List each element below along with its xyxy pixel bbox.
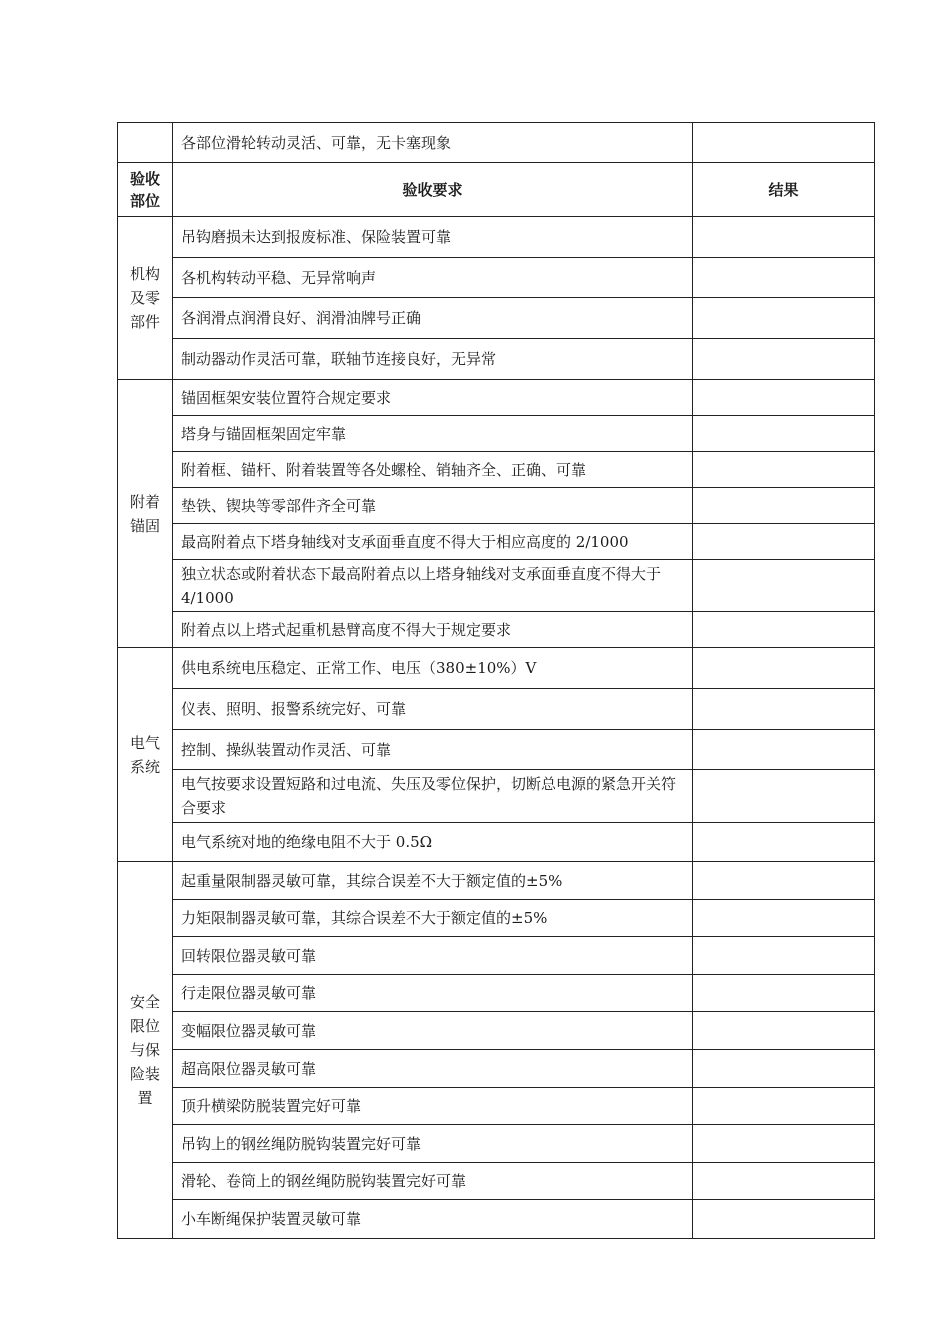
header-requirement: 验收要求 (173, 163, 693, 217)
table-row (118, 937, 875, 975)
table-row (118, 1088, 875, 1125)
requirement-cell: 锚固框架安装位置符合规定要求 (173, 380, 693, 416)
section-name: 附着 锚固 (118, 380, 173, 648)
requirement-cell: 电气按要求设置短路和过电流、失压及零位保护，切断总电源的紧急开关符合要求 (173, 770, 693, 823)
result-cell[interactable] (693, 770, 875, 823)
result-cell[interactable] (693, 560, 875, 612)
table-row (118, 1163, 875, 1200)
table-row (118, 524, 875, 560)
result-cell[interactable] (693, 1088, 875, 1125)
result-cell[interactable] (693, 937, 875, 975)
requirement-cell: 起重量限制器灵敏可靠，其综合误差不大于额定值的±5% (173, 862, 693, 900)
requirement-cell: 各部位滑轮转动灵活、可靠，无卡塞现象 (173, 123, 693, 163)
requirement-cell: 仪表、照明、报警系统完好、可靠 (173, 689, 693, 730)
table-row (118, 770, 875, 823)
section-name: 安全 限位 与保 险装 置 (118, 862, 173, 1239)
requirement-cell: 各润滑点润滑良好、润滑油牌号正确 (173, 298, 693, 339)
requirement-cell: 电气系统对地的绝缘电阻不大于 0.5Ω (173, 823, 693, 862)
result-cell[interactable] (693, 1012, 875, 1050)
table-row (118, 689, 875, 730)
requirement-cell: 塔身与锚固框架固定牢靠 (173, 416, 693, 452)
table-row (118, 1050, 875, 1088)
result-cell[interactable] (693, 298, 875, 339)
result-cell[interactable] (693, 1125, 875, 1163)
result-cell[interactable] (693, 524, 875, 560)
requirement-cell: 各机构转动平稳、无异常响声 (173, 258, 693, 298)
result-cell[interactable] (693, 123, 875, 163)
result-cell[interactable] (693, 380, 875, 416)
result-cell[interactable] (693, 648, 875, 689)
requirement-cell: 吊钩上的钢丝绳防脱钩装置完好可靠 (173, 1125, 693, 1163)
section-cell (118, 123, 173, 163)
table-row (118, 560, 875, 612)
requirement-cell: 吊钩磨损未达到报废标准、保险装置可靠 (173, 217, 693, 258)
result-cell[interactable] (693, 217, 875, 258)
requirement-cell: 超高限位器灵敏可靠 (173, 1050, 693, 1088)
requirement-cell: 小车断绳保护装置灵敏可靠 (173, 1200, 693, 1239)
result-cell[interactable] (693, 730, 875, 770)
acceptance-table (117, 122, 875, 1239)
requirement-cell: 顶升横梁防脱装置完好可靠 (173, 1088, 693, 1125)
requirement-cell: 供电系统电压稳定、正常工作、电压（380±10%）V (173, 648, 693, 689)
table-row (118, 823, 875, 862)
table-row (118, 862, 875, 900)
requirement-cell: 力矩限制器灵敏可靠，其综合误差不大于额定值的±5% (173, 900, 693, 937)
table-row (118, 612, 875, 648)
table-row (118, 452, 875, 488)
table-row (118, 975, 875, 1012)
table-row (118, 648, 875, 689)
result-cell[interactable] (693, 900, 875, 937)
table-row (118, 1012, 875, 1050)
requirement-cell: 控制、操纵装置动作灵活、可靠 (173, 730, 693, 770)
result-cell[interactable] (693, 862, 875, 900)
result-cell[interactable] (693, 1050, 875, 1088)
requirement-cell: 制动器动作灵活可靠，联轴节连接良好，无异常 (173, 339, 693, 380)
table-row (118, 298, 875, 339)
section-name: 电气 系统 (118, 648, 173, 862)
result-cell[interactable] (693, 612, 875, 648)
result-cell[interactable] (693, 823, 875, 862)
header-part: 验收 部位 (118, 163, 173, 217)
table-row (118, 730, 875, 770)
table-row (118, 416, 875, 452)
requirement-cell: 回转限位器灵敏可靠 (173, 937, 693, 975)
result-cell[interactable] (693, 416, 875, 452)
result-cell[interactable] (693, 339, 875, 380)
header-result: 结果 (693, 163, 875, 217)
result-cell[interactable] (693, 1163, 875, 1200)
table-row (118, 1200, 875, 1239)
table-row (118, 1125, 875, 1163)
table-row (118, 380, 875, 416)
table-row (118, 258, 875, 298)
requirement-cell: 独立状态或附着状态下最高附着点以上塔身轴线对支承面垂直度不得大于 4/1000 (173, 560, 693, 612)
requirement-cell: 附着框、锚杆、附着装置等各处螺栓、销轴齐全、正确、可靠 (173, 452, 693, 488)
header-row (118, 163, 875, 217)
result-cell[interactable] (693, 689, 875, 730)
requirement-cell: 附着点以上塔式起重机悬臂高度不得大于规定要求 (173, 612, 693, 648)
result-cell[interactable] (693, 1200, 875, 1239)
requirement-cell: 垫铁、锲块等零部件齐全可靠 (173, 488, 693, 524)
table-row (118, 900, 875, 937)
table-row (118, 488, 875, 524)
requirement-cell: 最高附着点下塔身轴线对支承面垂直度不得大于相应高度的 2/1000 (173, 524, 693, 560)
result-cell[interactable] (693, 975, 875, 1012)
result-cell[interactable] (693, 452, 875, 488)
section-name: 机构 及零 部件 (118, 217, 173, 380)
table-row (118, 217, 875, 258)
table-row (118, 123, 875, 163)
result-cell[interactable] (693, 258, 875, 298)
requirement-cell: 变幅限位器灵敏可靠 (173, 1012, 693, 1050)
result-cell[interactable] (693, 488, 875, 524)
requirement-cell: 滑轮、卷筒上的钢丝绳防脱钩装置完好可靠 (173, 1163, 693, 1200)
requirement-cell: 行走限位器灵敏可靠 (173, 975, 693, 1012)
table-row (118, 339, 875, 380)
